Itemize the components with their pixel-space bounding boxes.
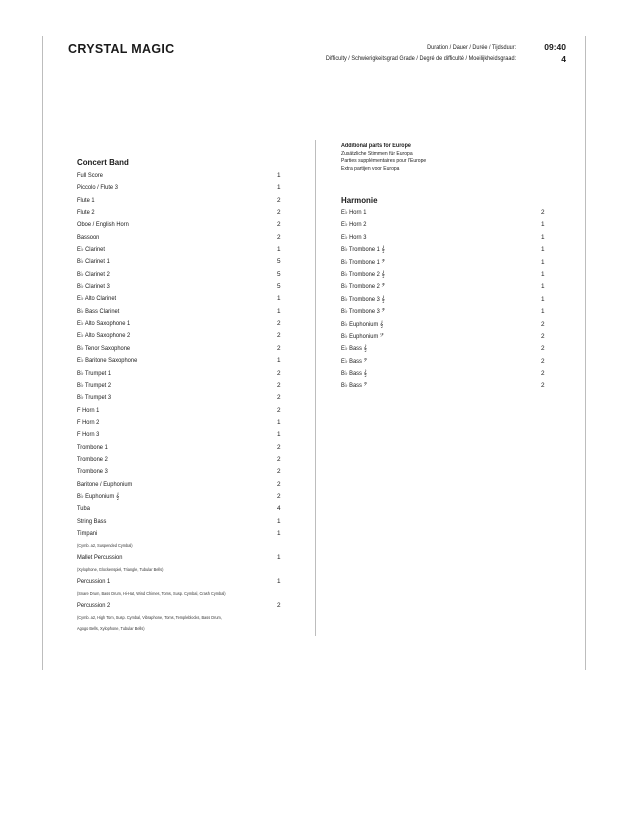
part-name: B♭ Tenor Saxophone <box>77 344 131 352</box>
part-row <box>77 479 287 491</box>
part-row <box>77 466 287 478</box>
part-row <box>77 576 287 588</box>
part-quantity: 2 <box>541 209 545 216</box>
part-name: F Horn 2 <box>77 418 100 426</box>
part-name: Trombone 1 <box>77 443 108 451</box>
part-note <box>77 588 287 600</box>
part-row <box>77 392 287 404</box>
europe-parts-note <box>341 143 436 173</box>
part-row <box>77 343 287 355</box>
part-row <box>341 356 551 368</box>
part-name: B♭ Trumpet 2 <box>77 381 112 389</box>
part-row <box>77 503 287 515</box>
part-name: B♭ Bass Clarinet <box>77 307 120 315</box>
part-name: E♭ Bass 𝄞 <box>341 345 367 353</box>
difficulty-label: Difficulty / Schwierigkeitsgrad Grade / Degré de difficulté / Moeilijkheidsgraad: <box>325 55 516 62</box>
part-row <box>341 294 551 306</box>
part-quantity: 2 <box>277 344 281 352</box>
europe-heading: Additional parts for Europe <box>341 143 411 149</box>
part-note-text: (Cymb. a2, Suspended Cymbal) <box>77 543 133 549</box>
part-name: Tuba <box>77 505 90 513</box>
part-quantity: 1 <box>541 233 545 241</box>
part-name: Baritone / Euphonium <box>77 480 133 488</box>
part-quantity: 2 <box>277 332 281 340</box>
part-quantity: 1 <box>541 295 545 303</box>
part-name: B♭ Trombone 3 𝄞 <box>341 295 385 303</box>
part-quantity: 2 <box>277 233 281 241</box>
part-row <box>77 269 287 281</box>
part-name: B♭ Bass 𝄞 <box>341 370 367 378</box>
part-quantity: 2 <box>277 480 281 488</box>
part-name: B♭ Clarinet 2 <box>77 270 110 278</box>
europe-line-nl: Extra partijen voor Europa <box>341 165 400 172</box>
part-row <box>77 219 287 231</box>
part-row <box>77 405 287 417</box>
part-name: B♭ Trombone 1 𝄢 <box>341 258 386 266</box>
part-quantity: 2 <box>277 406 281 414</box>
part-row <box>341 331 551 343</box>
part-quantity: 1 <box>541 308 545 316</box>
duration-value: 09:40 <box>544 42 566 52</box>
part-row <box>77 417 287 429</box>
part-quantity: 2 <box>277 369 281 377</box>
part-quantity: 2 <box>277 196 281 204</box>
part-row <box>77 182 287 194</box>
part-quantity: 2 <box>277 492 281 500</box>
europe-line-de: Zusätzliche Stimmen für Europa <box>341 150 413 157</box>
part-name: E♭ Alto Saxophone 2 <box>77 332 131 340</box>
part-quantity: 2 <box>277 601 281 609</box>
part-quantity: 1 <box>277 418 281 426</box>
part-quantity: 2 <box>277 455 281 463</box>
part-quantity: 5 <box>277 258 281 266</box>
part-row <box>77 330 287 342</box>
part-name: Mallet Percussion <box>77 553 123 561</box>
part-row <box>77 368 287 380</box>
part-name: Percussion 1 <box>77 577 111 585</box>
part-row <box>77 429 287 441</box>
duration-label: Duration / Dauer / Durée / Tijdsduur: <box>426 44 516 51</box>
part-quantity: 1 <box>277 431 281 439</box>
part-row <box>341 306 551 318</box>
part-name: B♭ Trombone 2 𝄞 <box>341 270 385 278</box>
part-note <box>77 564 287 576</box>
part-note <box>77 540 287 552</box>
part-name: Bassoon <box>77 233 100 241</box>
part-quantity: 2 <box>277 468 281 476</box>
part-row <box>77 442 287 454</box>
part-note-text: (Xylophone, Glockenspiel, Triangle, Tubular Bells) <box>77 567 164 573</box>
part-name: B♭ Trombone 2 𝄢 <box>341 283 386 291</box>
part-quantity: 2 <box>277 209 281 217</box>
part-name: Trombone 3 <box>77 468 108 476</box>
part-quantity: 2 <box>541 345 545 353</box>
part-quantity: 1 <box>277 246 281 254</box>
part-name: Percussion 2 <box>77 601 111 609</box>
part-quantity: 2 <box>277 443 281 451</box>
harmonie-parts-list <box>341 207 551 393</box>
part-quantity: 1 <box>277 529 281 537</box>
part-name: E♭ Horn 2 <box>341 221 367 229</box>
part-row <box>341 244 551 256</box>
part-row <box>77 600 287 612</box>
part-note-text: (Cymb. a2, High Tom, Susp. Cymbal, Vibraphone, Toms, Templeblocks, Bass Drum, <box>77 614 222 620</box>
part-row <box>77 256 287 268</box>
part-name: B♭ Bass 𝄢 <box>341 382 368 390</box>
part-row <box>341 269 551 281</box>
part-name: B♭ Euphonium 𝄞 <box>77 492 120 500</box>
part-name: Trombone 2 <box>77 455 108 463</box>
part-name: E♭ Alto Saxophone 1 <box>77 320 131 328</box>
part-quantity: 1 <box>277 553 281 561</box>
concert-band-parts-list <box>77 170 287 635</box>
part-quantity: 5 <box>277 270 281 278</box>
part-name: B♭ Euphonium 𝄢 <box>341 332 384 340</box>
part-row <box>77 380 287 392</box>
europe-line-fr: Parties supplémentaires pour l'Europe <box>341 158 427 165</box>
part-row <box>77 454 287 466</box>
part-name: Flute 1 <box>77 196 95 204</box>
part-name: Timpani <box>77 529 98 537</box>
part-quantity: 5 <box>277 283 281 291</box>
part-row <box>77 207 287 219</box>
part-quantity: 2 <box>277 320 281 328</box>
part-name: Flute 2 <box>77 209 95 217</box>
part-quantity: 1 <box>277 577 281 585</box>
part-quantity: 2 <box>541 357 545 365</box>
part-row <box>341 219 551 231</box>
part-row <box>77 244 287 256</box>
page-title: CRYSTAL MAGIC <box>68 42 175 56</box>
part-row <box>77 293 287 305</box>
part-quantity: 2 <box>277 394 281 402</box>
part-quantity: 2 <box>277 381 281 389</box>
part-row <box>77 232 287 244</box>
part-quantity: 1 <box>277 184 281 192</box>
part-quantity: 2 <box>541 370 545 378</box>
part-quantity: 1 <box>541 221 545 229</box>
part-name: E♭ Bass 𝄢 <box>341 357 368 365</box>
part-row <box>341 368 551 380</box>
part-quantity: 1 <box>277 307 281 315</box>
part-row <box>77 528 287 540</box>
part-note-text: (Snare Drum, Bass Drum, Hi-Hat, Wind Chimes, Toms, Susp. Cymbal, Crash Cymbal) <box>77 591 226 596</box>
part-row <box>77 195 287 207</box>
part-quantity: 2 <box>541 382 545 390</box>
part-row <box>341 207 551 219</box>
part-name: Piccolo / Flute 3 <box>77 184 118 192</box>
part-name: E♭ Clarinet <box>77 246 105 254</box>
part-row <box>77 491 287 503</box>
column-divider <box>315 140 316 636</box>
part-row <box>77 552 287 564</box>
part-quantity: 1 <box>277 517 281 525</box>
part-name: E♭ Baritone Saxophone <box>77 357 138 365</box>
part-quantity: 1 <box>541 270 545 278</box>
part-row <box>77 170 287 182</box>
part-name: B♭ Clarinet 3 <box>77 283 110 291</box>
part-name: F Horn 3 <box>77 431 100 439</box>
part-quantity: 2 <box>541 332 545 340</box>
part-name: E♭ Horn 1 <box>341 209 367 216</box>
part-quantity: 1 <box>277 295 281 303</box>
part-name: Full Score <box>77 172 103 179</box>
part-row <box>77 516 287 528</box>
part-row <box>77 306 287 318</box>
part-name: B♭ Euphonium 𝄞 <box>341 320 384 328</box>
part-name: B♭ Trumpet 3 <box>77 394 112 402</box>
left-margin-rule <box>42 36 43 670</box>
part-name: B♭ Trumpet 1 <box>77 369 112 377</box>
harmonie-heading: Harmonie <box>341 195 378 205</box>
concert-band-heading: Concert Band <box>77 157 129 167</box>
part-name: String Bass <box>77 517 107 525</box>
part-quantity: 1 <box>541 246 545 254</box>
part-name: E♭ Horn 3 <box>341 233 367 241</box>
part-row <box>77 318 287 330</box>
part-name: B♭ Trombone 3 𝄢 <box>341 308 386 316</box>
part-row <box>341 319 551 331</box>
right-margin-rule <box>585 36 586 670</box>
part-name: F Horn 1 <box>77 406 100 414</box>
part-row <box>77 281 287 293</box>
part-quantity: 1 <box>277 172 281 179</box>
part-row <box>341 380 551 392</box>
part-note <box>77 623 287 635</box>
part-quantity: 4 <box>277 505 281 513</box>
part-name: Oboe / English Horn <box>77 221 129 229</box>
part-row <box>341 257 551 269</box>
part-quantity: 1 <box>541 258 545 266</box>
part-name: B♭ Clarinet 1 <box>77 258 110 266</box>
part-note-text: Agogo Bells, Xylophone, Tubular Bells) <box>77 626 145 632</box>
part-quantity: 1 <box>541 283 545 291</box>
part-name: E♭ Alto Clarinet <box>77 295 117 303</box>
part-row <box>341 232 551 244</box>
part-row <box>77 355 287 367</box>
part-quantity: 2 <box>277 221 281 229</box>
difficulty-value: 4 <box>561 54 566 64</box>
part-name: B♭ Trombone 1 𝄞 <box>341 246 385 254</box>
part-row <box>341 343 551 355</box>
part-row <box>341 281 551 293</box>
part-quantity: 2 <box>541 320 545 328</box>
part-note <box>77 612 287 624</box>
part-quantity: 1 <box>277 357 281 365</box>
